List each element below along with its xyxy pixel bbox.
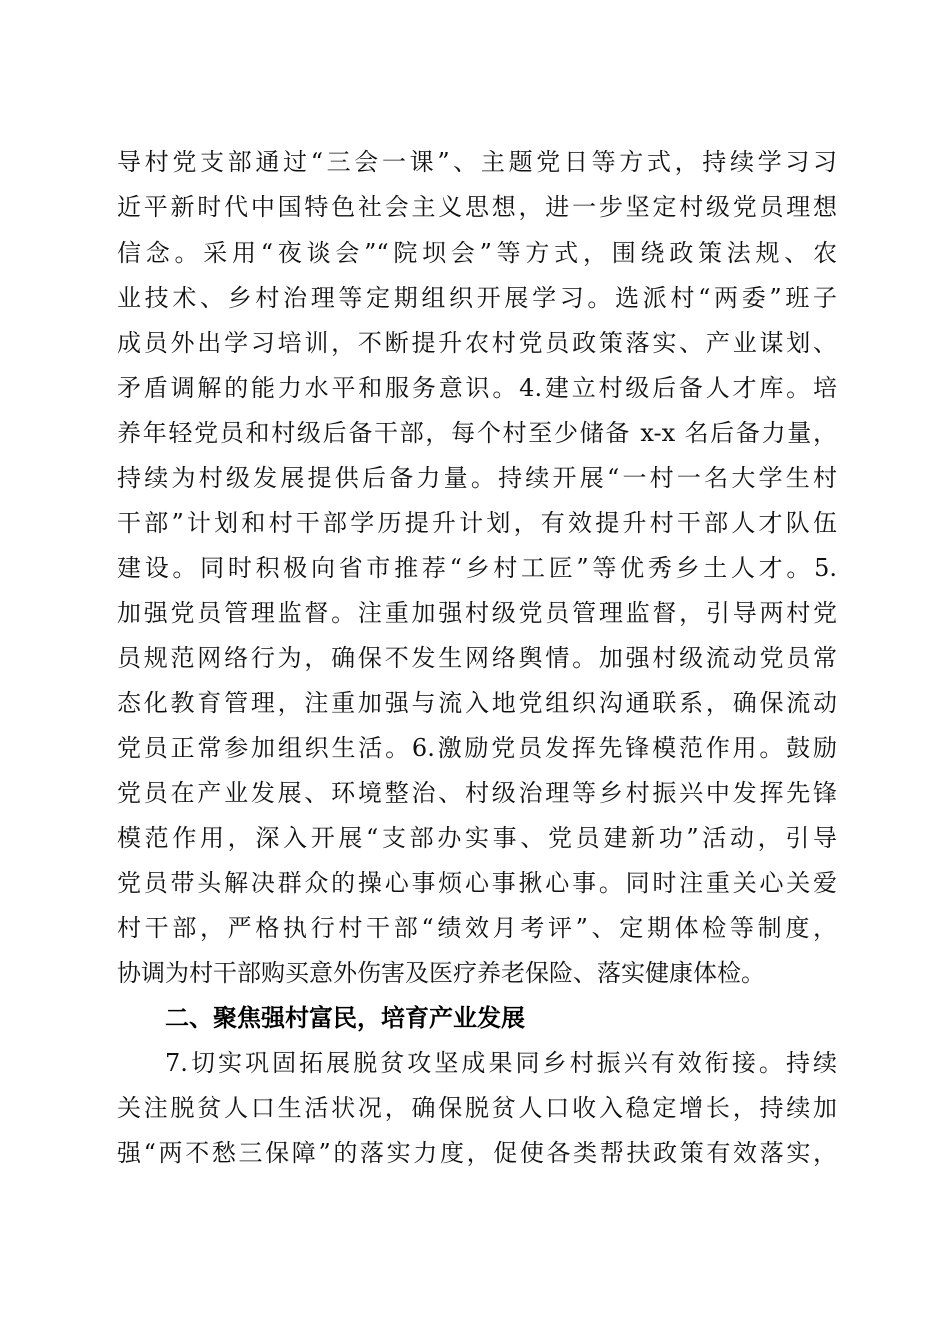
body-text-line: 员规范网络行为，确保不发生网络舆情。加强村级流动党员常 bbox=[117, 644, 837, 672]
body-text-line: 矛盾调解的能力水平和服务意识。4.建立村级后备人才库。培 bbox=[117, 374, 837, 402]
body-text-line: 关注脱贫人口生活状况，确保脱贫人口收入稳定增长，持续加 bbox=[117, 1094, 837, 1122]
body-text-line: 加强党员管理监督。注重加强村级党员管理监督，引导两村党 bbox=[117, 599, 837, 627]
body-text-line: 业技术、乡村治理等定期组织开展学习。选派村“两委”班子 bbox=[117, 284, 837, 312]
body-text-line: 党员带头解决群众的操心事烦心事揪心事。同时注重关心关爱 bbox=[117, 869, 837, 897]
body-text-line: 建设。同时积极向省市推荐“乡村工匠”等优秀乡土人才。5. bbox=[117, 554, 837, 582]
body-text-line: 态化教育管理，注重加强与流入地党组织沟通联系，确保流动 bbox=[117, 689, 837, 717]
body-text-line: 强“两不愁三保障”的落实力度，促使各类帮扶政策有效落实， bbox=[117, 1139, 837, 1167]
body-text-line: 村干部，严格执行村干部“绩效月考评”、定期体检等制度， bbox=[117, 914, 837, 942]
body-text-line: 干部”计划和村干部学历提升计划，有效提升村干部人才队伍 bbox=[117, 509, 837, 537]
body-text-line: 信念。采用“夜谈会”“院坝会”等方式，围绕政策法规、农 bbox=[117, 239, 837, 267]
body-text-line: 成员外出学习培训，不断提升农村党员政策落实、产业谋划、 bbox=[117, 329, 837, 357]
body-text-line: 导村党支部通过“三会一课”、主题党日等方式，持续学习习 bbox=[117, 148, 837, 176]
section-heading: 二、聚焦强村富民，培育产业发展 bbox=[165, 1004, 525, 1032]
body-text-line: 养年轻党员和村级后备干部，每个村至少储备 x-x 名后备力量， bbox=[117, 419, 837, 447]
body-text-line: 党员在产业发展、环境整治、村级治理等乡村振兴中发挥先锋 bbox=[117, 779, 837, 807]
body-text-line: 7.切实巩固拓展脱贫攻坚成果同乡村振兴有效衔接。持续 bbox=[165, 1049, 837, 1077]
body-text-line: 持续为村级发展提供后备力量。持续开展“一村一名大学生村 bbox=[117, 464, 837, 492]
body-text-line: 模范作用，深入开展“支部办实事、党员建新功”活动，引导 bbox=[117, 824, 837, 852]
body-text-line: 协调为村干部购买意外伤害及医疗养老保险、落实健康体检。 bbox=[117, 959, 765, 987]
body-text-line: 党员正常参加组织生活。6.激励党员发挥先锋模范作用。鼓励 bbox=[117, 734, 837, 762]
body-text-line: 近平新时代中国特色社会主义思想，进一步坚定村级党员理想 bbox=[117, 193, 837, 221]
